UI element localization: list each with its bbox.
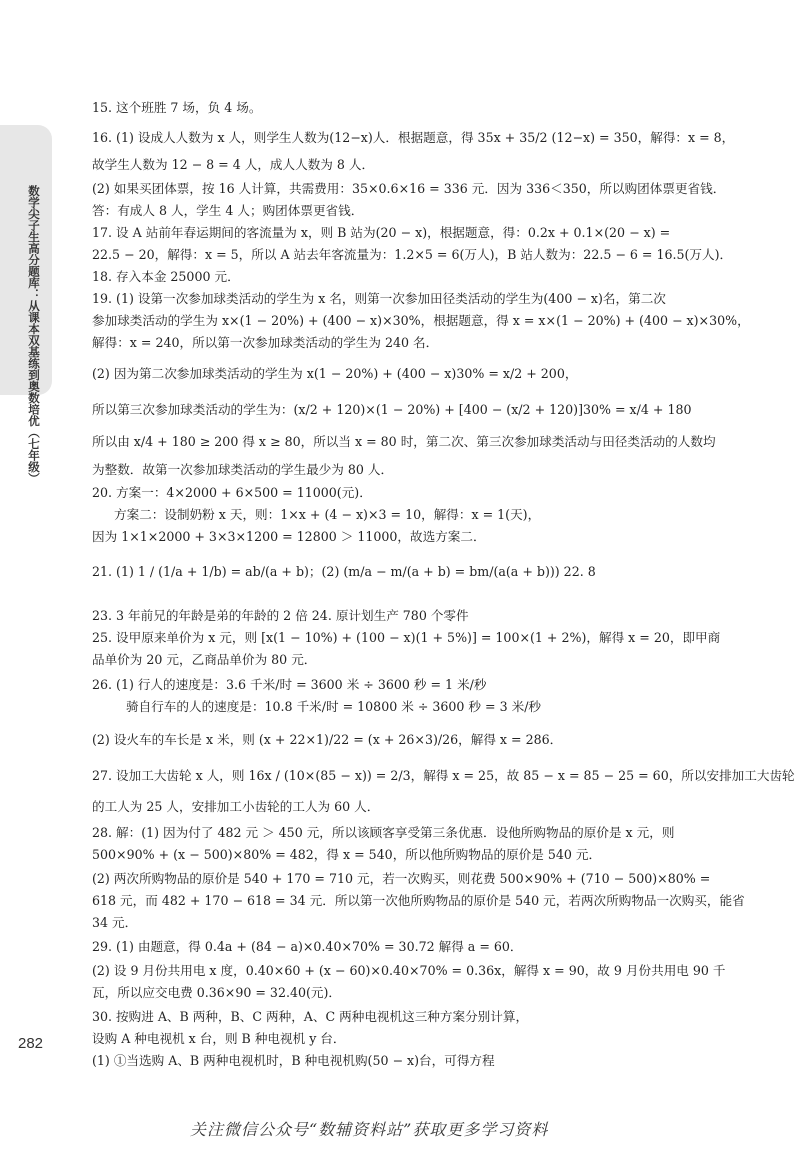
- answer-line: (2) 两次所购物品的原价是 540 + 170 = 710 元，若一次购买，则花费 500×90% + (710 − 500)×80% =: [92, 871, 711, 886]
- answer-line: 所以第三次参加球类活动的学生为：(x/2 + 120)×(1 − 20%) + [400 − (x/2 + 120)]30% = x/4 + 180: [92, 402, 692, 417]
- answer-line: 22.5 − 20，解得：x = 5，所以 A 站去年客流量为：1.2×5 = 6(万人)，B 站人数为：22.5 − 6 = 16.5(万人)．: [92, 247, 733, 262]
- answer-line: 答：有成人 8 人，学生 4 人；购团体票更省钱．: [92, 203, 364, 218]
- answer-line: 618 元，而 482 + 170 − 618 = 34 元．所以第一次他所购物品的原价是 540 元，若两次所购物品一次购买，能省: [92, 893, 745, 908]
- answer-line: 所以由 x/4 + 180 ≥ 200 得 x ≥ 80，所以当 x = 80 时，第二次、第三次参加球类活动与田径类活动的人数均: [92, 434, 716, 449]
- answer-line: 方案二：设制奶粉 x 天，则：1×x + (4 − x)×3 = 10，解得：x = 1(天)，: [114, 507, 541, 522]
- answer-line: 30. 按购进 A、B 两种，B、C 两种，A、C 两种电视机这三种方案分别计算，: [92, 1009, 529, 1024]
- answer-line: 26. (1) 行人的速度是：3.6 千米/时 = 3600 米 ÷ 3600 秒 = 1 米/秒: [92, 677, 487, 692]
- answer-line: 瓦，所以应交电费 0.36×90 = 32.40(元)．: [92, 985, 341, 1000]
- answer-line: 27. 设加工大齿轮 x 人，则 16x / (10×(85 − x)) = 2/3，解得 x = 25，故 85 − x = 85 − 25 = 60，所以安排加工大齿轮: [92, 768, 795, 783]
- answer-line: 18. 存入本金 25000 元．: [92, 269, 240, 284]
- answer-line: (2) 设 9 月份共用电 x 度，0.40×60 + (x − 60)×0.40×70% = 0.36x，解得 x = 90，故 9 月份共用电 90 千: [92, 963, 726, 978]
- answer-line: (1) ①当选购 A、B 两种电视机时，B 种电视机购(50 − x)台，可得方程: [92, 1053, 495, 1068]
- answer-line: 17. 设 A 站前年春运期间的客流量为 x，则 B 站为(20 − x)，根据题意，得：0.2x + 0.1×(20 − x) =: [92, 225, 671, 240]
- answer-line: 29. (1) 由题意，得 0.4a + (84 − a)×0.40×70% = 30.72 解得 a = 60．: [92, 939, 523, 954]
- answer-line: 23. 3 年前兄的年龄是弟的年龄的 2 倍 24. 原计划生产 780 个零件: [92, 608, 469, 623]
- answer-line: 参加球类活动的学生为 x×(1 − 20%) + (400 − x)×30%，根据题意，得 x = x×(1 − 20%) + (400 − x)×30%，: [92, 313, 750, 328]
- answer-line: 25. 设甲原来单价为 x 元，则 [x(1 − 10%) + (100 − x)(1 + 5%)] = 100×(1 + 2%)，解得 x = 20，即甲商: [92, 630, 721, 645]
- answer-line: 品单价为 20 元，乙商品单价为 80 元．: [92, 652, 317, 667]
- answer-line: 为整数．故第一次参加球类活动的学生最少为 80 人．: [92, 462, 394, 477]
- answer-line: 故学生人数为 12 − 8 = 4 人，成人人数为 8 人．: [92, 157, 375, 172]
- page-number: 282: [18, 1035, 44, 1052]
- answer-line: (2) 设火车的车长是 x 米，则 (x + 22×1)/22 = (x + 26×3)/26，解得 x = 286．: [92, 732, 563, 747]
- answer-line: 15. 这个班胜 7 场，负 4 场。: [92, 100, 262, 115]
- answer-line: 19. (1) 设第一次参加球类活动的学生为 x 名，则第一次参加田径类活动的学生为(400 − x)名，第二次: [92, 291, 666, 306]
- footer-watermark: 关注微信公众号“数辅资料站”获取更多学习资料: [190, 1120, 549, 1139]
- answer-line: 的工人为 25 人，安排加工小齿轮的工人为 60 人．: [92, 799, 380, 814]
- answer-line: 16. (1) 设成人人数为 x 人，则学生人数为(12−x)人．根据题意，得 35x + 35/2 (12−x) = 350，解得：x = 8，: [92, 130, 735, 145]
- answer-line: 解得：x = 240，所以第一次参加球类活动的学生为 240 名．: [92, 335, 439, 350]
- answer-line: 28. 解：(1) 因为付了 482 元 ＞ 450 元，所以该顾客享受第三条优惠．设他所购物品的原价是 x 元，则: [92, 825, 675, 840]
- book-series-label: 数学尖子生高分题库：从课本双基练到奥数培优（七年级）: [27, 185, 41, 484]
- answer-line: 20. 方案一：4×2000 + 6×500 = 11000(元)．: [92, 485, 372, 500]
- answer-line: 500×90% + (x − 500)×80% = 482，得 x = 540，所以他所购物品的原价是 540 元．: [92, 847, 602, 862]
- answer-line: 因为 1×1×2000 + 3×3×1200 = 12800 ＞ 11000，故选方案二．: [92, 529, 486, 544]
- answer-line: 21. (1) 1 / (1/a + 1/b) = ab/(a + b)；(2) (m/a − m/(a + b) = bm/(a(a + b))) 22. 8: [92, 564, 596, 579]
- answer-line: 骑自行车的人的速度是：10.8 千米/时 = 10800 米 ÷ 3600 秒 = 3 米/秒: [126, 699, 542, 714]
- answer-line: (2) 如果买团体票，按 16 人计算，共需费用：35×0.6×16 = 336 元．因为 336＜350，所以购团体票更省钱．: [92, 181, 726, 196]
- answer-line: (2) 因为第二次参加球类活动的学生为 x(1 − 20%) + (400 − x)30% = x/2 + 200，: [92, 366, 578, 381]
- answer-line: 34 元．: [92, 915, 138, 930]
- answer-line: 设购 A 种电视机 x 台，则 B 种电视机 y 台．: [92, 1031, 346, 1046]
